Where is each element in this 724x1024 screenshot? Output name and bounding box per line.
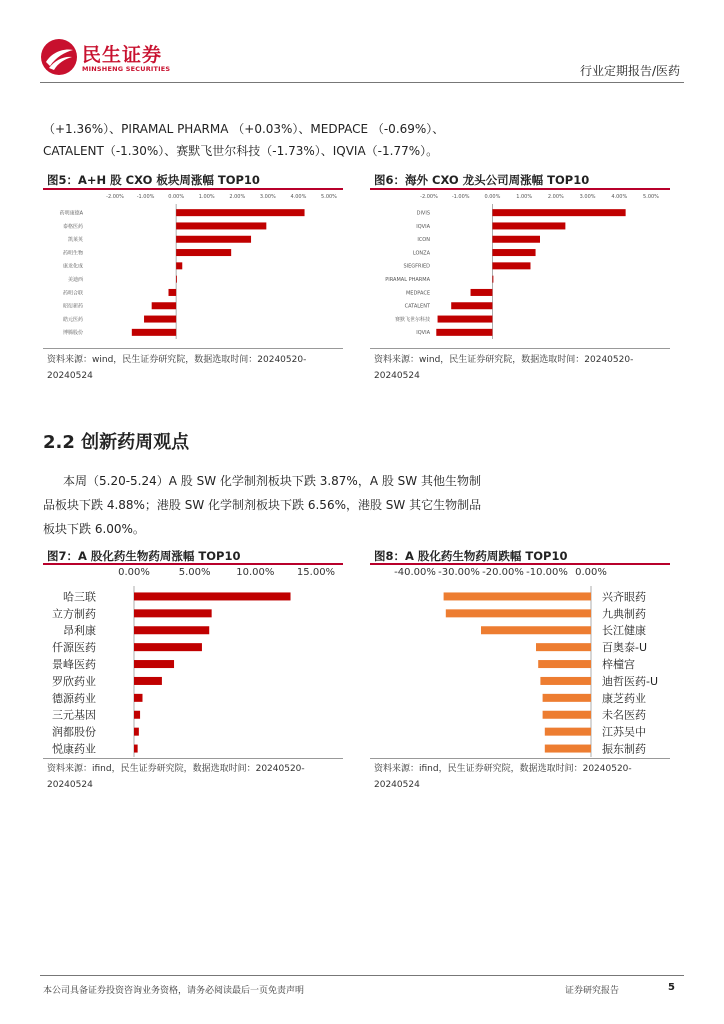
fig8-tick-label: -40.00% (394, 567, 436, 578)
fig8-bar (545, 745, 591, 753)
fig6-tick-label: 0.00% (484, 194, 501, 200)
fig7-bottom-rule (43, 758, 343, 759)
fig8-bar (543, 694, 591, 702)
fig6-category-label: LONZA (412, 250, 430, 257)
fig5-bar (176, 236, 251, 243)
fig7-source (47, 761, 347, 793)
fig8-tick-label: -10.00% (526, 567, 568, 578)
fig7-tick-label: 10.00% (236, 567, 275, 578)
fig8-bar (545, 728, 591, 736)
fig6-source (374, 352, 674, 384)
fig5-tick-label: 0.00% (168, 194, 185, 200)
fig8-category-label: 百奥泰-U (602, 641, 648, 655)
fig8-category-label: 兴齐眼药 (602, 590, 646, 604)
fig8-category-label: 长江健康 (602, 624, 646, 638)
fig5-bar (132, 329, 176, 336)
fig6-tick-label: 5.00% (643, 194, 659, 200)
fig5-tick-label: 1.00% (198, 194, 215, 200)
footer-disclaimer: 本公司具备证券投资咨询业务资格，请务必阅读最后一页免责声明 (43, 986, 305, 996)
fig5-category-label: 药明合联 (62, 290, 83, 297)
fig7-bar (134, 694, 142, 702)
fig8-tick-label: 0.00% (575, 567, 607, 578)
fig7-category-label: 仟源医药 (52, 641, 96, 655)
fig8-source-line-2: 20240524 (374, 780, 420, 790)
fig8-bar (538, 660, 591, 668)
fig6-category-label: IQVIA (416, 223, 430, 230)
fig8-bar (481, 626, 591, 634)
fig5-chart (43, 190, 343, 348)
fig5-category-label: 凯莱英 (67, 237, 83, 244)
footer-label: 证券研究报告 (565, 986, 620, 996)
logo-text-cn: 民生证券 (82, 44, 163, 66)
header-divider (40, 82, 684, 83)
fig8-title: 图8：A 股化药生物药周跌幅 TOP10 (374, 549, 568, 563)
fig6-bar (492, 222, 565, 229)
fig8-category-label: 未名医药 (602, 708, 646, 722)
fig6-bar (438, 316, 493, 323)
fig7-source-line-2: 20240524 (47, 780, 93, 790)
report-type: 行业定期报告/医药 (579, 64, 680, 78)
page-number: 5 (668, 982, 675, 993)
fig8-chart (370, 564, 670, 758)
fig8-category-label: 九典制药 (602, 607, 646, 621)
section-para-line-3: 板块下跌 6.00%。 (43, 522, 145, 536)
fig7-category-label: 立方制药 (52, 607, 96, 621)
footer-divider (40, 975, 684, 976)
fig7-bar (134, 711, 140, 719)
fig7-category-label: 罗欣药业 (52, 674, 96, 688)
fig5-category-label: 皓元医药 (62, 316, 83, 323)
intro-line-1: （+1.36%）、PIRAMAL PHARMA （+0.03%）、MEDPACE （-0.69%）、 (43, 122, 445, 136)
fig7-title: 图7：A 股化药生物药周涨幅 TOP10 (47, 549, 241, 563)
fig7-category-label: 昂利康 (63, 624, 96, 638)
fig5-category-label: 昭衍新药 (62, 303, 83, 310)
fig7-bar (134, 592, 291, 600)
fig6-bar (492, 209, 625, 216)
fig8-category-label: 江苏吴中 (602, 725, 646, 739)
fig6-tick-label: -1.00% (451, 194, 470, 200)
fig7-bar (134, 677, 162, 685)
fig5-bar (169, 289, 177, 296)
fig8-bar (446, 609, 591, 617)
fig8-source-line-1: 资料来源：ifind，民生证券研究院，数据选取时间：20240520- (374, 764, 632, 774)
fig7-bar (134, 728, 139, 736)
fig5-title: 图5：A+H 股 CXO 板块周涨幅 TOP10 (47, 173, 260, 187)
fig6-tick-label: 3.00% (579, 194, 596, 200)
fig6-bar (436, 329, 492, 336)
fig6-category-label: DIVIS (416, 210, 430, 217)
fig7-tick-label: 0.00% (118, 567, 150, 578)
fig6-category-label: SIEGFRIED (403, 263, 430, 270)
section-title: 2.2 创新药周观点 (43, 432, 190, 453)
fig5-bar (176, 262, 182, 269)
fig8-bar (536, 643, 591, 651)
fig7-category-label: 三元基因 (52, 708, 96, 722)
fig5-category-label: 药明康德A (59, 210, 83, 217)
fig8-category-label: 梓橦宫 (602, 658, 635, 672)
fig6-category-label: IQVIA (416, 330, 430, 337)
fig6-category-label: PIRAMAL PHARMA (385, 276, 430, 283)
fig6-tick-label: 1.00% (516, 194, 533, 200)
fig5-tick-label: 4.00% (290, 194, 307, 200)
fig5-bar (152, 302, 176, 309)
fig6-bar (492, 276, 493, 283)
section-para-line-2: 品板块下跌 4.88%；港股 SW 化学制剂板块下跌 6.56%，港股 SW 其它生物制品 (43, 498, 482, 512)
fig7-bar (134, 745, 138, 753)
fig7-category-label: 景峰医药 (52, 658, 96, 672)
fig8-bar (543, 711, 591, 719)
fig8-tick-label: -20.00% (482, 567, 524, 578)
fig5-tick-label: -1.00% (136, 194, 155, 200)
fig7-category-label: 德源药业 (52, 691, 96, 705)
section-para-line-1: 本周（5.20-5.24）A 股 SW 化学制剂板块下跌 3.87%，A 股 SW 其他生物制 (63, 474, 481, 488)
fig8-bar (444, 592, 591, 600)
fig6-bottom-rule (370, 348, 670, 349)
fig6-tick-label: 2.00% (547, 194, 564, 200)
fig7-tick-label: 15.00% (296, 567, 336, 578)
fig6-chart (370, 190, 670, 348)
fig6-category-label: MEDPACE (405, 290, 430, 297)
fig6-title: 图6：海外 CXO 龙头公司周涨幅 TOP10 (374, 173, 590, 187)
fig7-bar (134, 643, 202, 651)
fig5-bar (176, 276, 177, 283)
fig7-category-label: 悦康药业 (52, 742, 96, 756)
fig8-category-label: 迪哲医药-U (602, 674, 659, 688)
fig6-source-line-2: 20240524 (374, 371, 420, 381)
fig6-category-label: 赛默飞世尔科技 (394, 316, 430, 323)
fig7-bar (134, 626, 209, 634)
fig5-category-label: 博腾股份 (62, 330, 83, 337)
fig6-bar (451, 302, 492, 309)
fig7-source-line-1: 资料来源：ifind，民生证券研究院，数据选取时间：20240520- (47, 764, 305, 774)
fig5-source-line-1: 资料来源：wind，民生证券研究院，数据选取时间：20240520- (47, 355, 307, 365)
fig5-bar (176, 209, 304, 216)
logo-text-en: MINSHENG SECURITIES (82, 65, 171, 73)
fig5-bar (176, 249, 231, 256)
fig5-tick-label: 2.00% (229, 194, 246, 200)
fig5-source (47, 352, 347, 384)
fig5-tick-label: 5.00% (321, 194, 337, 200)
page-header (40, 38, 684, 84)
fig5-tick-label: 3.00% (259, 194, 276, 200)
fig5-category-label: 美迪西 (67, 276, 83, 283)
fig5-bar (144, 316, 176, 323)
fig7-category-label: 哈三联 (63, 590, 96, 604)
fig7-category-label: 润都股份 (52, 725, 96, 739)
fig8-category-label: 振东制药 (602, 742, 646, 756)
fig7-chart (43, 564, 343, 758)
minsheng-logo-icon (40, 38, 78, 76)
fig6-category-label: ICON (417, 237, 430, 244)
fig5-bar (176, 222, 266, 229)
fig5-category-label: 康龙化成 (62, 263, 83, 270)
fig5-source-line-2: 20240524 (47, 371, 93, 381)
intro-line-2: CATALENT（-1.30%）、赛默飞世尔科技（-1.73%）、IQVIA（-1.77%）。 (43, 144, 439, 158)
fig8-tick-label: -30.00% (438, 567, 480, 578)
fig7-tick-label: 5.00% (178, 567, 211, 578)
fig8-bottom-rule (370, 758, 670, 759)
fig6-bar (471, 289, 493, 296)
fig6-source-line-1: 资料来源：wind，民生证券研究院，数据选取时间：20240520- (374, 355, 634, 365)
fig6-bar (492, 236, 540, 243)
fig6-bar (492, 249, 535, 256)
fig6-tick-label: 4.00% (611, 194, 628, 200)
fig5-category-label: 泰格医药 (62, 223, 83, 230)
fig5-tick-label: -2.00% (106, 194, 124, 200)
fig8-source (374, 761, 674, 793)
fig7-bar (134, 660, 174, 668)
fig6-tick-label: -2.00% (420, 194, 438, 200)
fig5-bottom-rule (43, 348, 343, 349)
fig6-category-label: CATALENT (404, 303, 430, 310)
fig8-bar (540, 677, 591, 685)
fig6-bar (492, 262, 530, 269)
fig8-category-label: 康芝药业 (602, 691, 646, 705)
fig5-category-label: 药明生物 (62, 250, 83, 257)
fig7-bar (134, 609, 212, 617)
